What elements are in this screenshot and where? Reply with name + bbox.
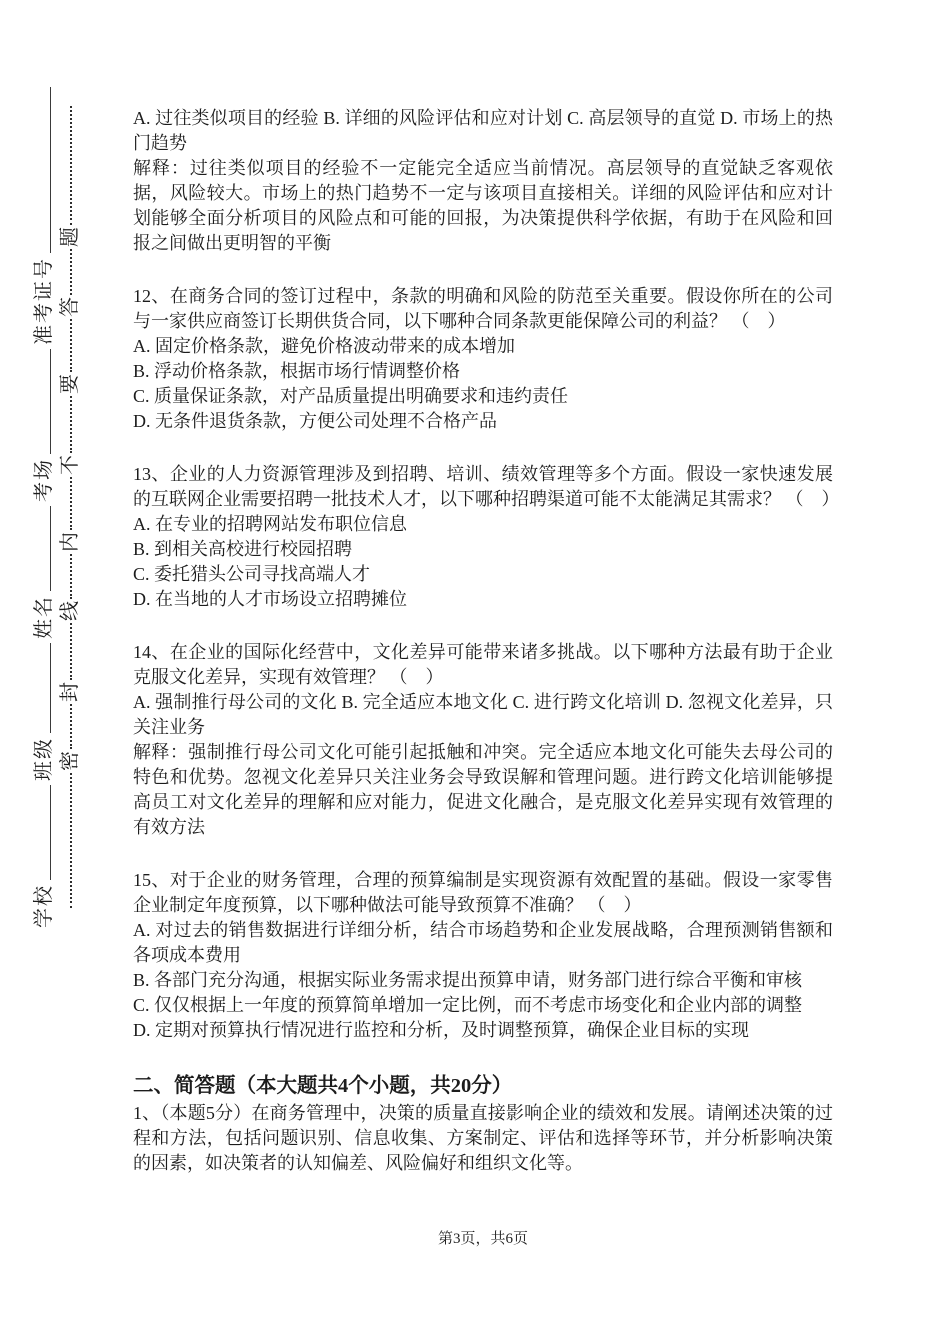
student-info-strip (16, 83, 58, 928)
field-admission-number-blank-line (49, 87, 51, 253)
question-13 (133, 462, 840, 612)
question-11-options-line: A. 过往类似项目的经验 B. 详细的风险评估和应对计划 C. 高层领导的直觉 D. 市场上的热门趋势 (133, 108, 833, 153)
section-2-question-1: 1、（本题5分）在商务管理中，决策的质量直接影响企业的绩效和发展。请阐述决策的过程和方法，包括问题识别、信息收集、方案制定、评估和选择等环节，并分析影响决策的因素，如决策者的认知偏差、风险偏好和组织文化等。 (133, 1103, 833, 1173)
field-admission-number-label: 准考证号 (33, 257, 55, 345)
question-15-option-c: C. 仅仅根据上一年度的预算简单增加一定比例，而不考虑市场变化和企业内部的调整 (133, 995, 803, 1015)
field-exam-room-label: 考场 (33, 458, 55, 502)
field-admission-number (27, 83, 58, 345)
seal-char-da: 答 (59, 297, 81, 317)
page-number: 第3页，共6页 (437, 1231, 528, 1247)
seal-char-bu: 不 (59, 455, 81, 475)
question-14-options-line: A. 强制推行母公司的文化 B. 完全适应本地文化 C. 进行跨文化培训 D. 忽视文化差异，只关注业务 (133, 692, 833, 737)
seal-dotted-segment (70, 319, 72, 372)
question-11-tail (133, 106, 833, 256)
seal-dotted-segment (70, 396, 72, 453)
seal-char-ti: 题 (59, 227, 81, 247)
question-14-explanation: 解释：强制推行母公司文化可能引起抵触和冲突。完全适应本地文化可能失去母公司的特色和优势。忽视文化差异只关注业务会导致误解和管理问题。进行跨文化培训能够提高员工对文化差异的理解和应对能力，促进文化融合，是克服文化差异实现有效管理的有效方法 (133, 742, 833, 837)
field-name-blank-line (49, 506, 51, 591)
question-13-option-b: B. 到相关高校进行校园招聘 (133, 539, 353, 559)
seal-dotted-segment (70, 704, 72, 749)
seal-char-xian: 线 (59, 601, 81, 621)
field-school (27, 781, 58, 928)
field-class-label: 班级 (33, 737, 55, 781)
question-12 (133, 284, 833, 434)
field-exam-room-blank-line (49, 349, 51, 454)
question-11-explanation: 解释：过往类似项目的经验不一定能完全适应当前情况。高层领导的直觉缺乏客观依据，风险较大。市场上的热门趋势不一定与该项目直接相关。详细的风险评估和应对计划能够全面分析项目的风险点和可能的回报，为决策提供科学依据，有助于在风险和回报之间做出更明智的平衡 (133, 158, 833, 253)
question-12-stem: 12、在商务合同的签订过程中，条款的明确和风险的防范至关重要。假设你所在的公司与一家供应商签订长期供货合同，以下哪种合同条款更能保障公司的利益？ （ ） (133, 286, 833, 331)
seal-dotted-segment (70, 249, 72, 295)
seal-dotted-segment (70, 554, 72, 599)
section-2-heading: 二、简答题（本大题共4个小题，共20分） (133, 1075, 513, 1097)
question-12-option-a: A. 固定价格条款，避免价格波动带来的成本增加 (133, 336, 515, 356)
seal-dotted-segment (70, 773, 72, 908)
seal-line (56, 106, 84, 908)
question-13-option-d: D. 在当地的人才市场设立招聘摊位 (133, 589, 407, 609)
question-12-option-d: D. 无条件退货条款，方便公司处理不合格产品 (133, 411, 497, 431)
question-12-option-c: C. 质量保证条款，对产品质量提出明确要求和违约责任 (133, 386, 569, 406)
field-school-label: 学校 (33, 884, 55, 928)
seal-char-mi: 密 (59, 751, 81, 771)
field-class (27, 639, 58, 781)
question-13-stem: 13、企业的人力资源管理涉及到招聘、培训、绩效管理等多个方面。假设一家快速发展的互联网企业需要招聘一批技术人才，以下哪种招聘渠道可能不太能满足其需求？ （ ） (133, 464, 840, 509)
question-15-stem: 15、对于企业的财务管理，合理的预算编制是实现资源有效配置的基础。假设一家零售企业制定年度预算，以下哪种做法可能导致预算不准确？ （ ） (133, 870, 833, 915)
seal-dotted-segment (70, 106, 72, 225)
question-column (133, 106, 840, 1176)
field-school-blank-line (49, 785, 51, 880)
question-13-option-c: C. 委托猎头公司寻找高端人才 (133, 564, 371, 584)
question-15 (133, 868, 833, 1043)
question-14-stem: 14、在企业的国际化经营中，文化差异可能带来诸多挑战。以下哪种方法最有助于企业克服文化差异，实现有效管理？ （ ） (133, 642, 833, 687)
question-14 (133, 640, 833, 840)
question-12-option-b: B. 浮动价格条款，根据市场行情调整价格 (133, 361, 461, 381)
field-class-blank-line (49, 643, 51, 733)
seal-char-nei: 内 (59, 532, 81, 552)
question-15-option-a: A. 对过去的销售数据进行详细分析，结合市场趋势和企业发展战略，合理预测销售额和各项成本费用 (133, 920, 833, 965)
seal-dotted-segment (70, 477, 72, 530)
seal-char-feng: 封 (59, 682, 81, 702)
field-name (27, 502, 58, 639)
question-15-option-d: D. 定期对预算执行情况进行监控和分析，及时调整预算，确保企业目标的实现 (133, 1020, 749, 1040)
field-name-label: 姓名 (33, 595, 55, 639)
question-15-option-b: B. 各部门充分沟通，根据实际业务需求提出预算申请，财务部门进行综合平衡和审核 (133, 970, 803, 990)
field-exam-room (27, 345, 58, 502)
seal-dotted-segment (70, 623, 72, 680)
section-2 (133, 1071, 833, 1176)
seal-char-yao: 要 (59, 374, 81, 394)
question-13-option-a: A. 在专业的招聘网站发布职位信息 (133, 514, 407, 534)
